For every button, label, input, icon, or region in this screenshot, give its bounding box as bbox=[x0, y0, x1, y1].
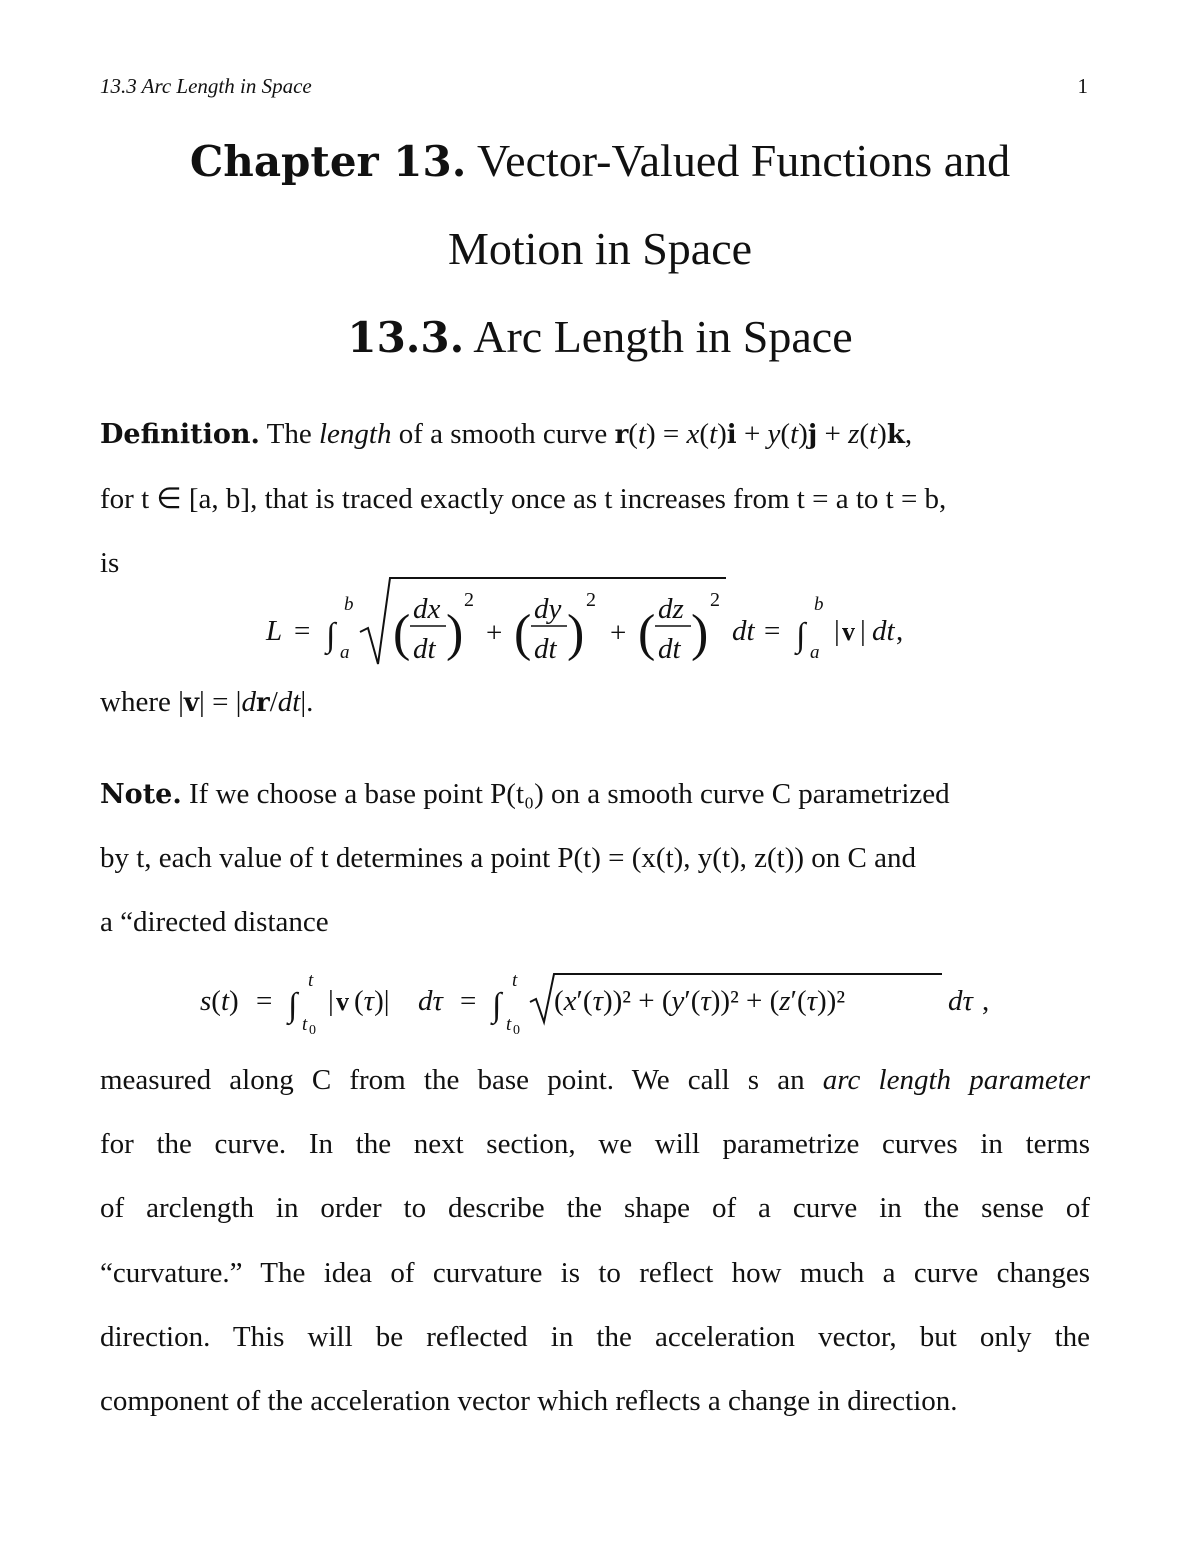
definition-line-2: for t ∈ [a, b], that is traced exactly once as t increases from t = a to t = b, bbox=[100, 483, 947, 515]
svg-text:|: | bbox=[834, 615, 840, 647]
svg-text:∫: ∫ bbox=[288, 987, 298, 1024]
note-line-3: a “directed distance bbox=[100, 906, 329, 938]
svg-text:(: ( bbox=[514, 605, 532, 662]
svg-text:2: 2 bbox=[710, 589, 720, 611]
svg-text:t: t bbox=[302, 1014, 308, 1035]
svg-text:=: = bbox=[256, 985, 273, 1017]
arc-length-parameter-formula-graphic bbox=[196, 968, 1006, 1038]
svg-text:dz: dz bbox=[658, 593, 684, 625]
svg-text:b: b bbox=[814, 594, 824, 615]
definition-line-3: is bbox=[100, 547, 120, 579]
svg-text:): ) bbox=[567, 605, 585, 662]
svg-text:(x′(τ))² + (y′(τ))² + (z′(τ))²: (x′(τ))² + (y′(τ))² + (z′(τ))² bbox=[554, 985, 846, 1017]
term-arc-length-parameter: arc length parameter bbox=[822, 1064, 1091, 1096]
note-line-2: by t, each value of t determines a point P(t) = (x(t), y(t), z(t)) on C and bbox=[100, 842, 917, 874]
svg-text:=: = bbox=[294, 615, 311, 647]
note-line-8: direction. This will be reflected in the acceleration vector, but only the bbox=[100, 1321, 1090, 1353]
svg-text:): ) bbox=[691, 605, 709, 662]
svg-text:,: , bbox=[982, 985, 990, 1017]
note-line-9: component of the acceleration vector which reflects a change in direction. bbox=[100, 1385, 958, 1417]
svg-text:∫: ∫ bbox=[492, 987, 502, 1024]
section-title-text: Arc Length in Space bbox=[473, 311, 853, 362]
svg-text:+: + bbox=[610, 617, 627, 649]
arc-length-formula-graphic bbox=[260, 572, 940, 672]
arc-length-parameter-formula bbox=[196, 968, 1006, 1038]
svg-text:+: + bbox=[486, 617, 503, 649]
svg-text:dx: dx bbox=[413, 593, 441, 625]
svg-text:dt: dt bbox=[872, 615, 895, 647]
note-line-1: Note. If we choose a base point P(t₀) on a smooth curve C parametrized bbox=[100, 778, 950, 810]
term-length: length bbox=[318, 418, 392, 450]
svg-text:s(t): s(t) bbox=[200, 985, 239, 1017]
svg-text:t: t bbox=[506, 1014, 512, 1035]
curve-formula: r(t) = x(t)i + y(t)j + z(t)k, bbox=[614, 418, 913, 450]
svg-text:v: v bbox=[336, 987, 349, 1016]
svg-text:t: t bbox=[308, 970, 314, 991]
note-line-4: measured along C from the base point. We call s an arc length parameter bbox=[100, 1064, 1091, 1096]
document-page: 13.3 Arc Length in Space 1 Chapter 13. Vector-Valued Functions and Motion in Space 13.3. Arc Length in Space Definition. The length of a smooth curve r(t) = x(t)i + y(t)j + z(t)k, for t ∈ [a, b], that is traced exactly once as t increases from t = a to t = b, is L = ∫ b a ( dx dt ) 2 + ( dy dt ) 2 + ( dz dt ) 2 dt = ∫ b a | v | dt , where |v| = |dr/dt|. Note. If we choose a base point P(t₀) on a smooth curve C parametrized by t, each value of t determines a point P(t) = (x(t), y(t), z(t)) on C and a “directed distance s(t) = ∫ t t 0 | v (τ)| dτ = ∫ t t 0 (x′(τ))² + (y′(τ))² + (z′(τ))² dτ , measured along C from the base point. We call s an arc length parameter for the curve. In the next section, we will parametrize curves in terms of arclength in order to describe the shape of a curve in the sense of “curvature.” The idea of curvature is to reflect how much a curve changes direction. This will be reflected in the acceleration vector, but only the component of the acceleration vector which reflects a change in direction. bbox=[0, 0, 1200, 1553]
note-line-6: of arclength in order to describe the shape of a curve in the sense of bbox=[100, 1192, 1090, 1224]
svg-text:dt: dt bbox=[413, 633, 436, 665]
svg-text:∫: ∫ bbox=[326, 617, 336, 654]
section-number: 13.3. bbox=[347, 313, 465, 362]
svg-text:a: a bbox=[340, 642, 350, 663]
svg-text:,: , bbox=[896, 615, 904, 647]
running-header bbox=[100, 74, 1088, 104]
svg-text:0: 0 bbox=[309, 1023, 316, 1038]
chapter-title-line1 bbox=[60, 135, 1140, 186]
chapter-title-line2: Motion in Space bbox=[447, 223, 753, 274]
svg-text:b: b bbox=[344, 594, 354, 615]
chapter-label: Chapter 13. bbox=[189, 137, 467, 186]
arc-length-formula bbox=[260, 572, 940, 672]
svg-text:2: 2 bbox=[464, 589, 474, 611]
svg-text:(: ( bbox=[393, 605, 411, 662]
svg-text:dt: dt bbox=[534, 633, 557, 665]
svg-text:0: 0 bbox=[513, 1023, 520, 1038]
note-line-5: for the curve. In the next section, we will parametrize curves in terms bbox=[100, 1128, 1090, 1160]
svg-text:=: = bbox=[764, 615, 781, 647]
svg-text:dτ: dτ bbox=[418, 985, 443, 1017]
svg-text:dt: dt bbox=[732, 615, 755, 647]
section-title bbox=[60, 311, 1140, 362]
svg-text:=: = bbox=[460, 985, 477, 1017]
definition-line-1: Definition. The length of a smooth curve r(t) = x(t)i + y(t)j + z(t)k, bbox=[100, 418, 913, 450]
svg-text:2: 2 bbox=[586, 589, 596, 611]
svg-text:(τ)|: (τ)| bbox=[354, 985, 390, 1017]
svg-text:dt: dt bbox=[658, 633, 681, 665]
svg-text:|: | bbox=[328, 985, 334, 1017]
svg-text:): ) bbox=[446, 605, 464, 662]
definition-label: Definition. bbox=[100, 419, 260, 450]
svg-text:L: L bbox=[266, 615, 283, 647]
svg-text:t: t bbox=[512, 970, 518, 991]
running-title: 13.3 Arc Length in Space bbox=[100, 74, 312, 98]
svg-text:|: | bbox=[860, 615, 866, 647]
note-label: Note. bbox=[100, 779, 182, 810]
svg-text:a: a bbox=[810, 642, 820, 663]
svg-text:∫: ∫ bbox=[796, 617, 806, 654]
svg-text:v: v bbox=[842, 617, 855, 646]
note-line-7: “curvature.” The idea of curvature is to reflect how much a curve changes bbox=[100, 1257, 1090, 1289]
chapter-title-text: Vector-Valued Functions and bbox=[477, 135, 1011, 186]
svg-text:dτ: dτ bbox=[948, 985, 973, 1017]
svg-text:dy: dy bbox=[534, 593, 562, 625]
page-number: 1 bbox=[1077, 74, 1088, 98]
svg-text:(: ( bbox=[638, 605, 656, 662]
